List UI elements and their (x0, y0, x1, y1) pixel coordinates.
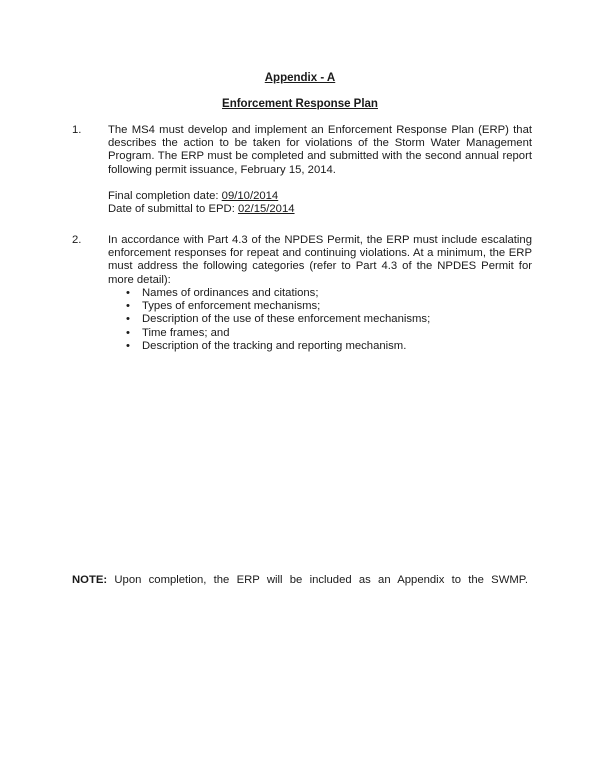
bullet-icon: • (126, 300, 130, 313)
plan-title: Enforcement Response Plan (222, 98, 378, 110)
bullet-icon: • (126, 339, 130, 352)
item-1-text: The MS4 must develop and implement an Enforcement Response Plan (ERP) that describes the action to be taken for violations of the Storm Water Management Program. The ERP must be completed and submitted with the second annual report following permit issuance, February 15, 2014. (108, 124, 532, 176)
list-item-text: Description of the tracking and reporting mechanism. (142, 339, 407, 352)
list-item (126, 300, 430, 313)
item-2-number: 2. (72, 234, 82, 246)
note-text: Upon completion, the ERP will be included as an Appendix to the SWMP. (107, 574, 528, 586)
list-item (126, 287, 430, 300)
item-1-dates (108, 190, 295, 216)
bullet-icon: • (126, 287, 130, 299)
note-label: NOTE: (72, 574, 108, 586)
list-item-text: Time frames; and (142, 326, 230, 339)
bullet-icon: • (126, 313, 130, 326)
submittal-date: 02/15/2014 (237, 203, 295, 216)
final-completion-line (108, 190, 295, 203)
item-1-number: 1. (72, 124, 82, 136)
list-item-text: Names of ordinances and citations; (142, 287, 319, 299)
item-2-text: In accordance with Part 4.3 of the NPDES Permit, the ERP must include escalating enforcement responses for repeat and continuing violations. At a minimum, the ERP must address the following categories (refer to Part 4.3 of the NPDES Permit for more detail): (108, 234, 532, 286)
appendix-title: Appendix - A (264, 72, 336, 84)
list-item-text: Types of enforcement mechanisms; (142, 300, 321, 313)
final-completion-date: 09/10/2014 (221, 190, 279, 202)
bullet-icon: • (126, 326, 130, 339)
list-item (126, 340, 430, 353)
submittal-line (108, 203, 295, 216)
list-item-text: Description of the use of these enforcement mechanisms; (142, 313, 431, 326)
list-item (126, 327, 430, 340)
category-list (126, 287, 430, 353)
submittal-label: Date of submittal to EPD: (108, 203, 238, 216)
note-paragraph (72, 574, 528, 587)
final-completion-label: Final completion date: (108, 190, 222, 202)
list-item (126, 313, 430, 326)
